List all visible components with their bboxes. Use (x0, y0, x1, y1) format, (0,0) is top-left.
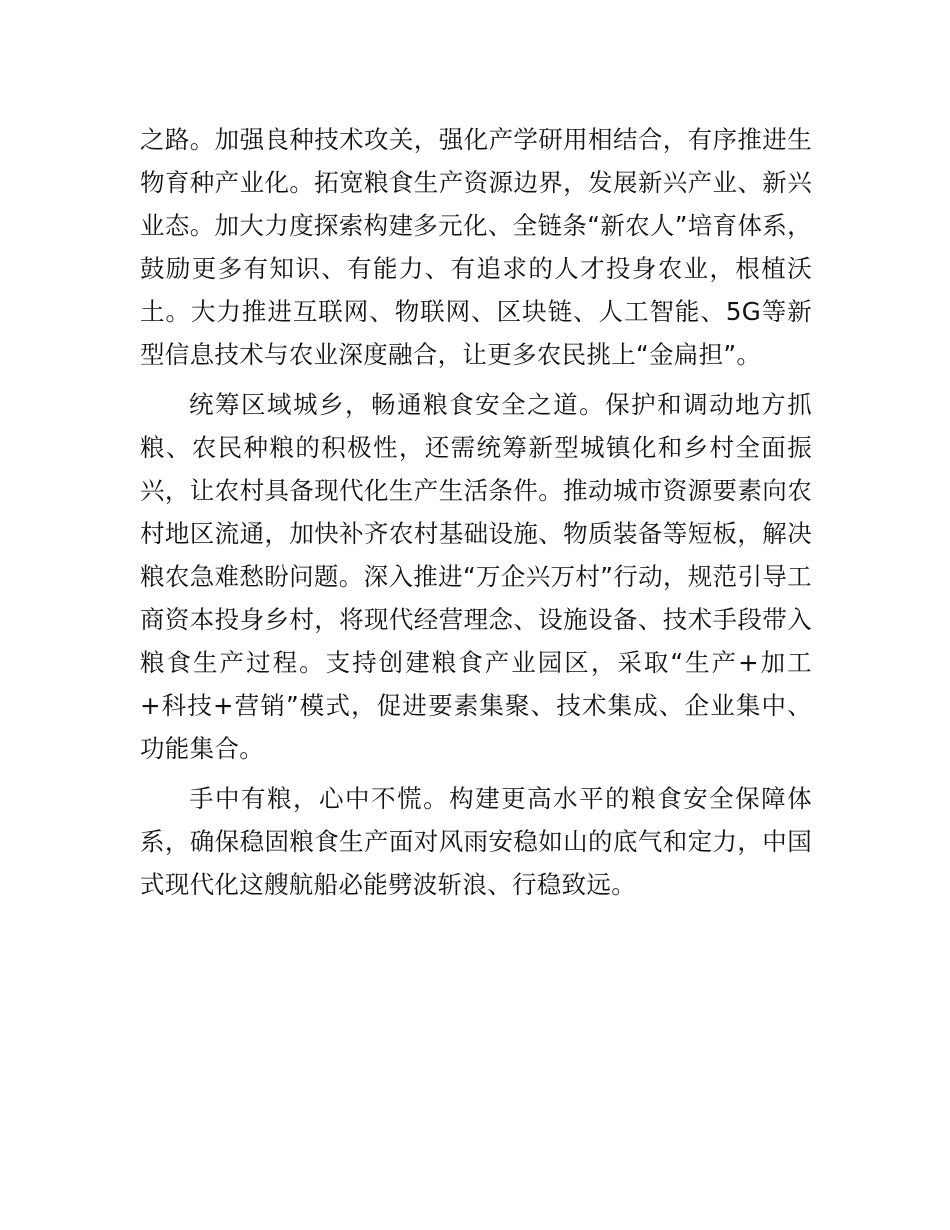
paragraph-conclusion: 手中有粮，心中不慌。构建更高水平的粮食安全保障体系，确保稳固粮食生产面对风雨安稳如山的底气和定力，中国式现代化这艘航船必能劈波斩浪、行稳致远。 (140, 784, 812, 899)
paragraph-continuation: 之路。加强良种技术攻关，强化产学研用相结合，有序推进生物育种产业化。拓宽粮食生产资源边界，发展新兴产业、新兴业态。加大力度探索构建多元化、全链条“新农人”培育体系，鼓励更多有知识、有能力、有追求的人才投身农业，根植沃土。大力推进互联网、物联网、区块链、人工智能、5G等新型信息技术与农业深度融合，让更多农民挑上“金扁担”。 (140, 125, 812, 369)
document-body (140, 118, 812, 913)
paragraph-urban-rural: 统筹区域城乡，畅通粮食安全之道。保护和调动地方抓粮、农民种粮的积极性，还需统筹新型城镇化和乡村全面振兴，让农村具备现代化生产生活条件。推动城市资源要素向农村地区流通，加快补齐农村基础设施、物质装备等短板，解决粮农急难愁盼问题。深入推进“万企兴万村”行动，规范引导工商资本投身乡村，将现代经营理念、设施设备、技术手段带入粮食生产过程。支持创建粮食产业园区，采取“生产+加工+科技+营销”模式，促进要素集聚、技术集成、企业集中、功能集合。 (140, 390, 812, 763)
